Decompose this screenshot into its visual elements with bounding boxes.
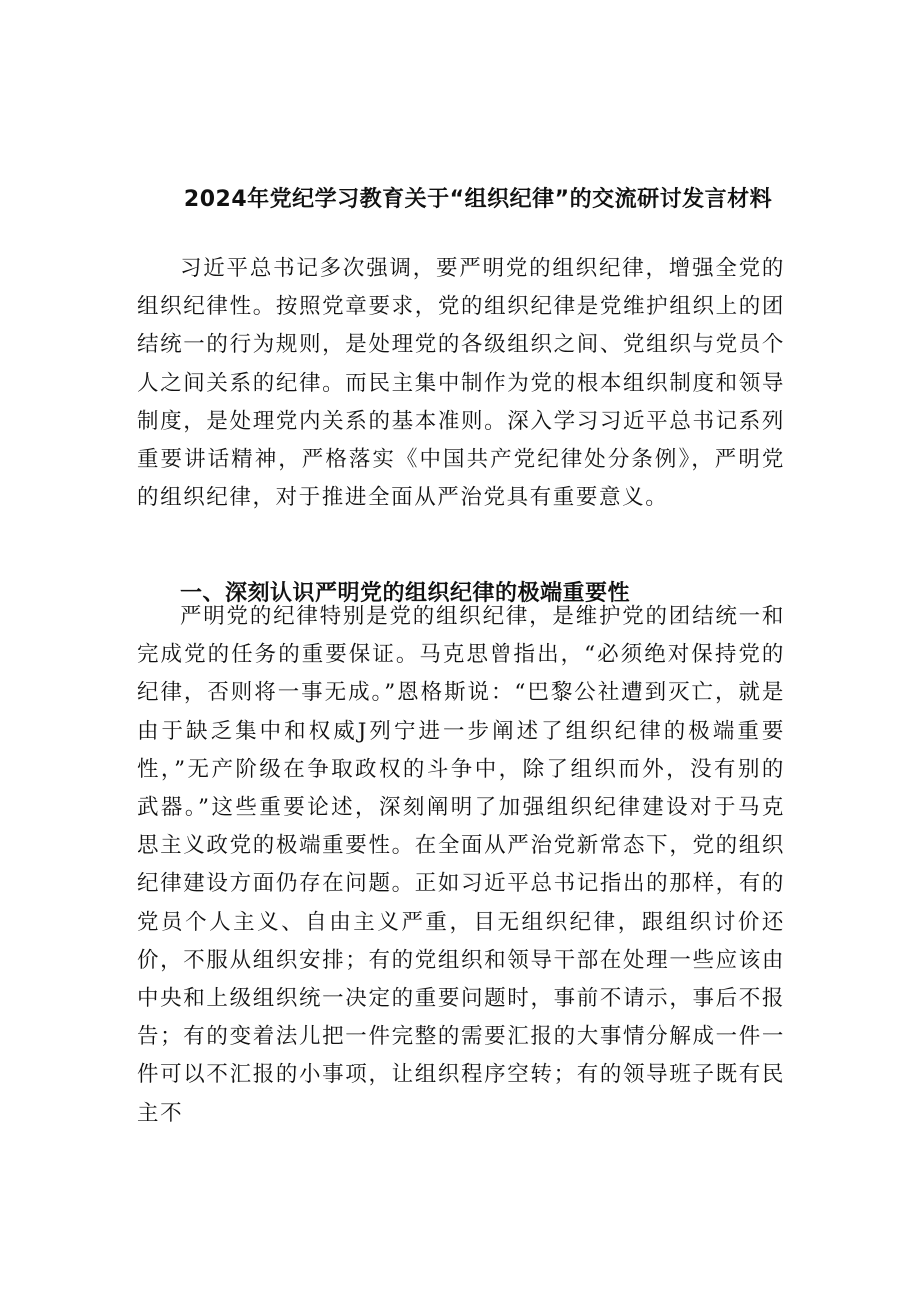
- section-heading: 一、深刻认识严明党的组织纪律的极端重要性: [180, 581, 631, 607]
- document-title: 2024年党纪学习教育关于“组织纪律”的交流研讨发言材料: [183, 186, 773, 212]
- intro-paragraph: 习近平总书记多次强调，要严明党的组织纪律，增强全党的组织纪律性。按照党章要求，党的组织纪律是党维护组织上的团结统一的行为规则，是处理党的各级组织之间、党组织与党员个人之间关系的纪律。而民主集中制作为党的根本组织制度和领导制度，是处理党内关系的基本准则。深入学习习近平总书记系列重要讲话精神，严格落实《中国共产党纪律处分条例》，严明党的组织纪律，对于推进全面从严治党具有重要意义。: [137, 256, 785, 511]
- section-paragraph: 严明党的纪律特别是党的组织纪律，是维护党的团结统一和完成党的任务的重要保证。马克思曾指出，“必须绝对保持党的纪律，否则将一事无成。”恩格斯说：“巴黎公社遭到灭亡，就是由于缺乏集中和权威J列宁进一步阐述了组织纪律的极端重要性，”无产阶级在争取政权的斗争中，除了组织而外，没有别的武器。”这些重要论述，深刻阐明了加强组织纪律建设对于马克思主义政党的极端重要性。在全面从严治党新常态下，党的组织纪律建设方面仍存在问题。正如习近平总书记指出的那样，有的党员个人主义、自由主义严重，目无组织纪律，跟组织讨价还价，不服从组织安排；有的党组织和领导干部在处理一些应该由中央和上级组织统一决定的重要问题时，事前不请示，事后不报告；有的变着法儿把一件完整的需要汇报的大事情分解成一件一件可以不汇报的小事项，让组织程序空转；有的领导班子既有民主不: [137, 604, 785, 1126]
